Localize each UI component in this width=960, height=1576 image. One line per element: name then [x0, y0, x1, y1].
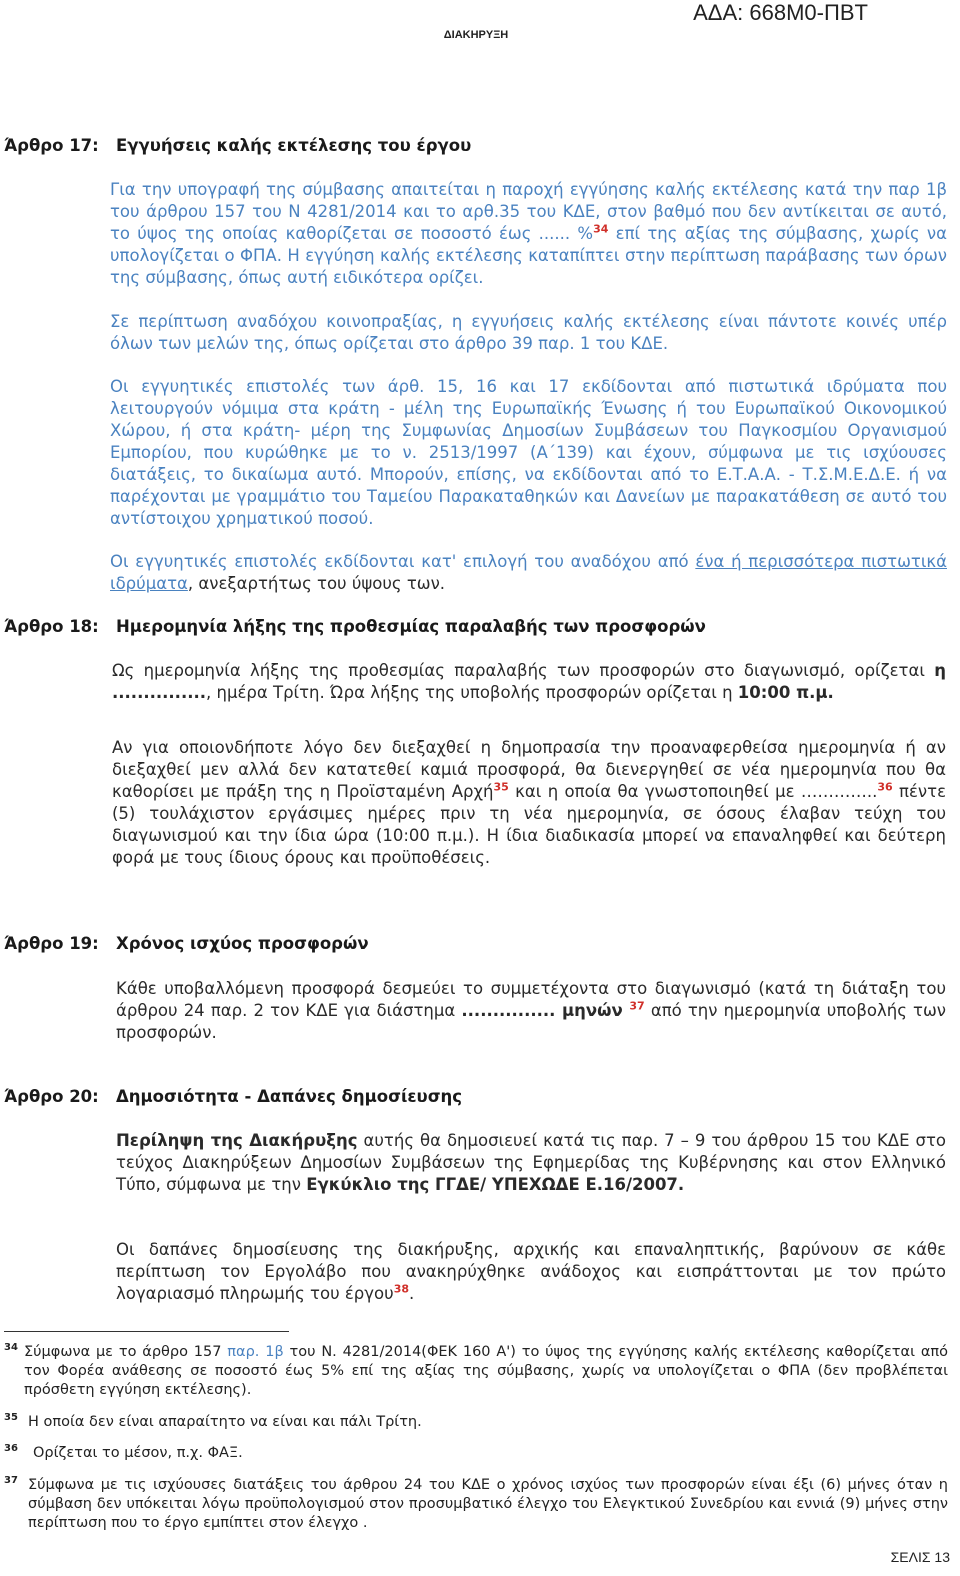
text: και η οποία θα γνωστοποιηθεί με …………..	[508, 782, 878, 801]
footnote-text: Η οποία δεν είναι απαραίτητο να είναι και πάλι Τρίτη.	[28, 1414, 422, 1430]
footnote-34	[4, 1343, 948, 1400]
article-18-heading	[4, 617, 706, 636]
footnote-number: 37	[4, 1475, 18, 1486]
footnote-35	[4, 1413, 948, 1432]
footnote-text: Ορίζεται το μέσον, π.χ. ΦΑΞ.	[33, 1445, 243, 1461]
footnote-number: 34	[4, 1342, 18, 1353]
footnote-ref-38[interactable]: 38	[393, 1282, 409, 1296]
article-17-heading	[4, 136, 471, 155]
text: Ως ημερομηνία λήξης της προθεσμίας παραλαβής των προσφορών στο διαγωνισμό, ορίζεται	[112, 661, 935, 680]
article-17-paragraph-3: Οι εγγυητικές επιστολές των άρθ. 15, 16 και 17 εκδίδονται από πιστωτικά ιδρύματα που λειτουργούν νόμιμα στα κράτη - μέλη της Ευρωπαϊκής Ένωσης ή του Ευρωπαϊκού Οικονομικού Χώρου, ή στα κράτη- μέρη της Συμφωνίας Δημοσίων Συμβάσεων του Παγκοσμίου Οργανισμού Εμπορίου, που κυρώθηκε με το ν. 2513/1997 (Α΄139) και έχουν, σύμφωνα με τις ισχύουσες διατάξεις, το δικαίωμα αυτό. Μπορούν, επίσης, να εκδίδονται από το Ε.Τ.Α.Α. - Τ.Σ.Μ.Ε.Δ.Ε. ή να παρέχονται με γραμμάτιο του Ταμείου Παρακαταθηκών και Δανείων με παρακατάθεση σε αυτό του αντίστοιχου χρηματικού ποσού.	[110, 377, 947, 528]
article-17-paragraph-2: Σε περίπτωση αναδόχου κοινοπραξίας, η εγγυήσεις καλής εκτέλεσης είναι πάντοτε κοινές υπέρ όλων των μελών της, όπως ορίζεται στο άρθρο 39 παρ. 1 του ΚΔΕ.	[110, 312, 947, 353]
article-17-paragraph-4	[110, 551, 947, 595]
bold-text: Περίληψη της Διακήρυξης	[116, 1131, 358, 1150]
text: από την ημερομηνία υποβολής των προσφορών.	[116, 1001, 946, 1042]
article-18-paragraph-2	[112, 737, 946, 869]
footnote-separator	[4, 1331, 289, 1332]
ada-code: ΑΔΑ: 668Μ0-ΠΒΤ	[693, 0, 868, 25]
footnote-ref-34[interactable]: 34	[593, 222, 609, 236]
bold-text: ............... μηνών	[461, 1001, 630, 1020]
footnote-text: Σύμφωνα με τις ισχύουσες διατάξεις του άρθρου 24 του ΚΔΕ ο χρόνος ισχύος των προσφορών είναι έξι (6) μήνες όταν η σύμβαση δεν υπόκειται λόγω προϋπολογισμού στον προσυμβατικό έλεγχο του Ελεγκτικού Συνεδρίου και εννιά (9) μήνες στην περίπτωση που το έργο εμπίπτει στον έλεγχο .	[28, 1477, 948, 1531]
text: του Ν. 4281/2014(ΦΕΚ 160 Α') το ύψος της εγγύησης καλής εκτέλεσης καθορίζεται από τον Φορέα ανάθεσης σε ποσοστό έως 5% επί της αξίας της σύμβασης, χωρίς να υπολογίζεται ο ΦΠΑ (δεν προβλέπεται πρόσθετη εγγύηση εκτέλεσης).	[24, 1344, 948, 1398]
footnote-37	[4, 1476, 948, 1533]
article-18-title: Ημερομηνία λήξης της προθεσμίας παραλαβής των προσφορών	[116, 617, 706, 636]
article-18-paragraph-1	[112, 660, 946, 704]
footnote-ref-36[interactable]: 36	[877, 780, 893, 794]
text: Σύμφωνα με το άρθρο 157	[24, 1344, 228, 1360]
bold-text: η ...............	[112, 661, 946, 702]
document-header: ΔΙΑΚΗΡΥΞΗ	[443, 29, 509, 41]
article-17-paragraph-1	[110, 179, 947, 289]
footnote-number: 36	[4, 1443, 18, 1454]
footnote-36	[4, 1444, 948, 1463]
text: επί της αξίας της σύμβασης, χωρίς να υπολογίζεται ο ΦΠΑ. Η εγγύηση καλής εκτέλεσης καταπίπτει στην περίπτωση παράβασης των όρων της σύμβασης, όπως αυτή ειδικότερα ορίζει.	[110, 224, 947, 287]
text: , ημέρα Τρίτη. Ώρα λήξης της υποβολής προσφορών ορίζεται η	[206, 683, 738, 702]
article-19-number: Άρθρο 19:	[4, 934, 99, 953]
footnote-ref-35[interactable]: 35	[493, 780, 509, 794]
article-19-heading	[4, 934, 369, 953]
article-20-paragraph-1	[116, 1130, 946, 1196]
article-19-title: Χρόνος ισχύος προσφορών	[116, 934, 369, 953]
text: Οι δαπάνες δημοσίευσης της διακήρυξης, αρχικής και επαναληπτικής, βαρύνουν σε κάθε περίπτωση τον Εργολάβο που ανακηρύχθηκε ανάδοχος και εισπράττονται με τον πρώτο λογαριασμό πληρωμής του έργου	[116, 1240, 946, 1303]
text: Αν για οποιονδήποτε λόγο δεν διεξαχθεί η δημοπρασία την προαναφερθείσα ημερομηνία ή αν διεξαχθεί μεν αλλά δεν κατατεθεί καμιά προσφορά, θα διενεργηθεί σε νέα ημερομηνία που θα καθορίσει με πράξη της η Προϊσταμένη Αρχή	[112, 738, 946, 801]
bold-text: Εγκύκλιο της ΓΓΔΕ/ ΥΠΕΧΩΔΕ Ε.16/2007.	[306, 1175, 685, 1194]
text: παρ. 1β	[227, 1344, 284, 1360]
article-17-number: Άρθρο 17:	[4, 136, 99, 155]
article-20-title: Δημοσιότητα - Δαπάνες δημοσίευσης	[116, 1087, 463, 1106]
text: Κάθε υποβαλλόμενη προσφορά δεσμεύει το συμμετέχοντα στο διαγωνισμό (κατά τη διάταξη του άρθρου 24 παρ. 2 τον ΚΔΕ για διάστημα	[116, 979, 946, 1020]
article-20-number: Άρθρο 20:	[4, 1087, 99, 1106]
article-19-paragraph-1	[116, 978, 946, 1044]
page-number: ΣΕΛΙΣ 13	[890, 1549, 950, 1565]
article-18-number: Άρθρο 18:	[4, 617, 99, 636]
text: Για την υπογραφή της σύμβασης απαιτείται η παροχή εγγύησης καλής εκτέλεσης κατά την παρ 1β του άρθρου 157 του Ν 4281/2014 και το αρθ.35 του ΚΔΕ, στον βαθμό που δεν αντίκειται σε αυτό, το ύψος της οποίας καθορίζεται σε ποσοστό έως ...... %	[110, 180, 947, 243]
text: .	[409, 1284, 415, 1303]
text: Οι εγγυητικές επιστολές εκδίδονται κατ' επιλογή του αναδόχου από	[110, 552, 696, 571]
underlined-text: ένα ή περισσότερα πιστωτικά ιδρύματα	[110, 552, 947, 593]
text: , ανεξαρτήτως του ύψους των.	[187, 574, 446, 593]
article-17-title: Εγγυήσεις καλής εκτέλεσης του έργου	[116, 136, 472, 155]
footnote-number: 35	[4, 1412, 18, 1423]
bold-text: 10:00 π.μ.	[737, 683, 834, 702]
text: αυτής θα δημοσιευεί κατά τις παρ. 7 – 9 του άρθρου 15 του ΚΔΕ στο τεύχος Διακηρύξεων Δημοσίων Συμβάσεων της Εφημερίδας της Κυβέρνησης και στον Ελληνικό Τύπο, σύμφωνα με την	[116, 1131, 946, 1194]
article-20-heading	[4, 1087, 462, 1106]
text: πέντε (5) τουλάχιστον εργάσιμες ημέρες πριν τη νέα ημερομηνία, σε όσους έλαβαν τεύχη του διαγωνισμού και την ίδια ώρα (10:00 π.μ.). Η ίδια διαδικασία μπορεί να επαναληφθεί και δεύτερη φορά με τους ίδιους όρους και προϋποθέσεις.	[112, 782, 946, 867]
footnote-ref-37[interactable]: 37	[629, 999, 645, 1013]
article-20-paragraph-2	[116, 1239, 946, 1305]
